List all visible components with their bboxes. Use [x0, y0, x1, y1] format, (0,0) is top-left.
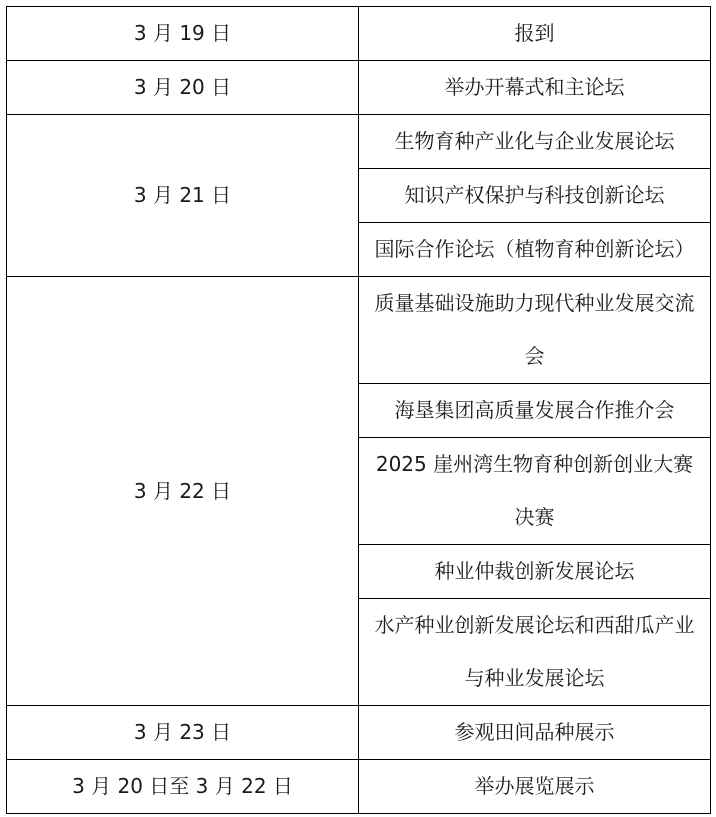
schedule-table — [6, 6, 711, 814]
event-cell: 举办展览展示 — [359, 760, 711, 814]
event-cell: 种业仲裁创新发展论坛 — [359, 545, 711, 599]
date-cell: 3 月 20 日至 3 月 22 日 — [7, 760, 359, 814]
date-cell: 3 月 21 日 — [7, 115, 359, 277]
table-row — [7, 760, 711, 814]
date-cell: 3 月 20 日 — [7, 61, 359, 115]
table-row — [7, 706, 711, 760]
event-cell: 报到 — [359, 7, 711, 61]
date-cell: 3 月 19 日 — [7, 7, 359, 61]
event-cell: 海垦集团高质量发展合作推介会 — [359, 384, 711, 438]
event-cell: 质量基础设施助力现代种业发展交流会 — [359, 277, 711, 384]
event-cell: 国际合作论坛（植物育种创新论坛） — [359, 223, 711, 277]
table-row — [7, 7, 711, 61]
event-cell: 2025 崖州湾生物育种创新创业大赛决赛 — [359, 438, 711, 545]
event-cell: 举办开幕式和主论坛 — [359, 61, 711, 115]
date-cell: 3 月 22 日 — [7, 277, 359, 706]
table-row — [7, 115, 711, 169]
event-cell: 知识产权保护与科技创新论坛 — [359, 169, 711, 223]
date-cell: 3 月 23 日 — [7, 706, 359, 760]
table-row — [7, 277, 711, 384]
table-row — [7, 61, 711, 115]
event-cell: 参观田间品种展示 — [359, 706, 711, 760]
event-cell: 生物育种产业化与企业发展论坛 — [359, 115, 711, 169]
event-cell: 水产种业创新发展论坛和西甜瓜产业与种业发展论坛 — [359, 599, 711, 706]
